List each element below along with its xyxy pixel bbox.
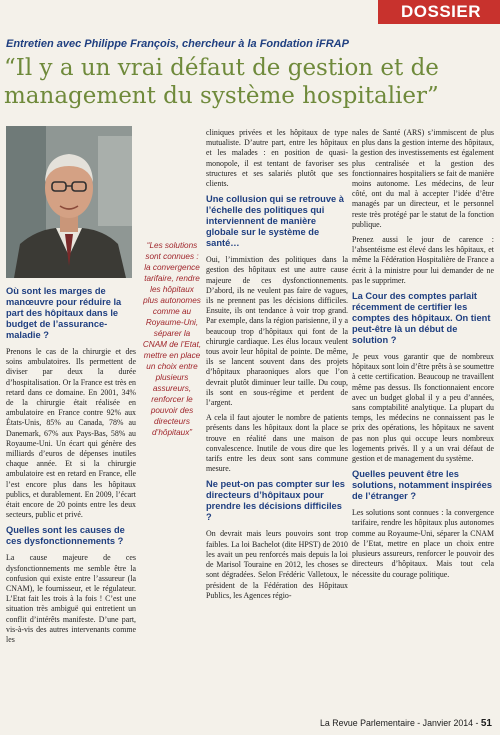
answer-paragraph: Prenons le cas de la chirurgie et des soins ambulatoires. Ils permettent de diviser par deux la durée d’hospitalisation. Or la France est très en retard dans ce domaine. En 2001, 34% de la chirurgie était réalisée en ambulatoire en France contre 92% aux États-Unis, 85% au Canada, 78% au Danemark, 67% aux Pays-Bas, 58% au Royaume-Uni. Un écart qui génère des milliards d’euros de dépenses inutiles chaque année. Et si la chirurgie ambulatoire est en retard en France, elle l’est encore plus dans les hôpitaux publics, et durablement. En 2009, l’écart était encore de 20 points entre les deux secteurs, public et privé.: [6, 347, 136, 520]
answer-paragraph: Je peux vous garantir que de nombreux hôpitaux sont loin d’être prêts à se soumettre à cette certification. Beaucoup ne travaillent même pas dessus. Ils fonctionnaient encore avec un budget global il y a peu d’années, sans comptabilité analytique. La plupart du temps, les médecins ne connaissent pas le prix des opérations, les hôpitaux ne savent pas non plus qui occupe leurs nombreux logements privés. Il y a un vrai défaut de gestion et de management du système.: [352, 352, 494, 464]
answer-paragraph: cliniques privées et les hôpitaux de type mutualiste. D’autre part, entre les hôpitaux et les malades : en position de quasi-monopole, il est tentant de favoriser ses structures et ses salariés plutôt que ses clients.: [206, 128, 348, 189]
pull-quote: [142, 240, 202, 438]
publication-name: La Revue Parlementaire - Janvier 2014 -: [320, 718, 481, 728]
portrait-photo: [6, 126, 132, 278]
page-footer: [320, 718, 492, 729]
answer-paragraph: Les solutions sont connues : la convergence tarifaire, rendre les hôpitaux plus autonomes comme au Royaume-Uni, séparer la CNAM de l’Etat, mettre en place un choix entre plusieurs assureurs, renforcer le pouvoir des directeurs d’hôpitaux. Mais tout cela nécessite du courage politique.: [352, 508, 494, 579]
column-2: [206, 128, 348, 606]
question-heading: Une collusion qui se retrouve à l’échelle des politiques qui interviennent de manière globale sur le système de santé…: [206, 194, 344, 249]
column-3: [352, 128, 494, 585]
question-heading: La Cour des comptes parlait récemment de certifier les comptes des hôpitaux. On tient peut-être là un début de solution ?: [352, 291, 491, 346]
interview-byline: Entretien avec Philippe François, chercheur à la Fondation iFRAP: [6, 38, 349, 50]
question-heading: Quelles peuvent être les solutions, notamment inspirées de l’étranger ?: [352, 469, 492, 502]
answer-paragraph: Oui, l’immixtion des politiques dans la gestion des hôpitaux est une autre cause majeure de ces dysfonctionnements. D’abord, ils ne veulent pas faire de vagues, ils ne prennent pas les décisions difficiles. Ensuite, ils ont tendance à voir trop grand. Par exemple, dans la région parisienne, il y a beaucoup trop d’hôpitaux qui font de la chirurgie cardiaque. Les élus locaux veulent tous avoir leur hôpital de pointe. De même, ils se lancent souvent dans des projets d’hôpitaux pharaoniques alors que l’on devrait plutôt diminuer leur taille. Du coup, ils sont en sous-régime et perdent de l’argent.: [206, 255, 348, 408]
column-1: [6, 286, 136, 650]
question-heading: Quelles sont les causes de ces dysfonctionnements ?: [6, 525, 125, 547]
pull-quote-text: “Les solutions sont connues : la convergence tarifaire, rendre les hôpitaux plus autonomes comme au Royaume-Uni, séparer la CNAM de l’Etat, mettre en place un choix entre plusieurs assureurs, renforcer le pouvoir des directeurs d’hôpitaux”: [142, 241, 202, 437]
answer-paragraph: On devrait mais leurs pouvoirs sont trop faibles. La loi Bachelot (dite HPST) de 2010 les avait un peu renforcés mais depuis la loi de Marisol Touraine en 2012, les choses se sont dégradées. Selon Frédéric Valletoux, le président de la Fédération des Hôpitaux Publics, les Agences régio-: [206, 529, 348, 600]
article-headline: “Il y a un vrai défaut de gestion et de management du système hospitalier”: [4, 55, 439, 109]
answer-paragraph: A cela il faut ajouter le nombre de patients présents dans les hôpitaux dont la place se trouve en réalité dans une maison de convalescence. Inutile de vous dire que les tarifs entre les deux sont sans commune mesure.: [206, 413, 348, 474]
question-heading: Où sont les marges de manœuvre pour réduire la part des hôpitaux dans le budget de l’assurance-maladie ?: [6, 286, 122, 340]
page-number: 51: [480, 718, 492, 729]
question-heading: Ne peut-on pas compter sur les directeurs d’hôpitaux pour prendre les décisions difficiles ?: [206, 479, 345, 523]
answer-paragraph: Prenez aussi le jour de carence : l’absentéisme est élevé dans les hôpitaux, et même la Fédération Hospitalière de France a écrit à la ministre pour lui demander de ne pas le supprimer.: [352, 235, 494, 285]
answer-paragraph: nales de Santé (ARS) s’immiscent de plus en plus dans la gestion interne des hôpitaux, la gestion des investissements est également plus centralisée et la gestion des fonctionnaires hospitaliers se fait de manière moins autonome. Les médecins, de leur côté, ont du mal à accepter l’idée d’être managés par un directeur, et le personnel reste très protégé par le statut de la fonction publique.: [352, 128, 494, 229]
answer-paragraph: La cause majeure de ces dysfonctionnements me semble être la confusion qui existe entre l’assureur (la CNAM), le fournisseur, et le régulateur. L’Etat fait les trois à la fois ! C’est une situation très ambiguë qui entretient un conflit d’intérêts manifeste. D’une part, vis-à-vis des autres intervenants comme les: [6, 553, 136, 645]
section-rubric: DOSSIER: [382, 0, 500, 24]
